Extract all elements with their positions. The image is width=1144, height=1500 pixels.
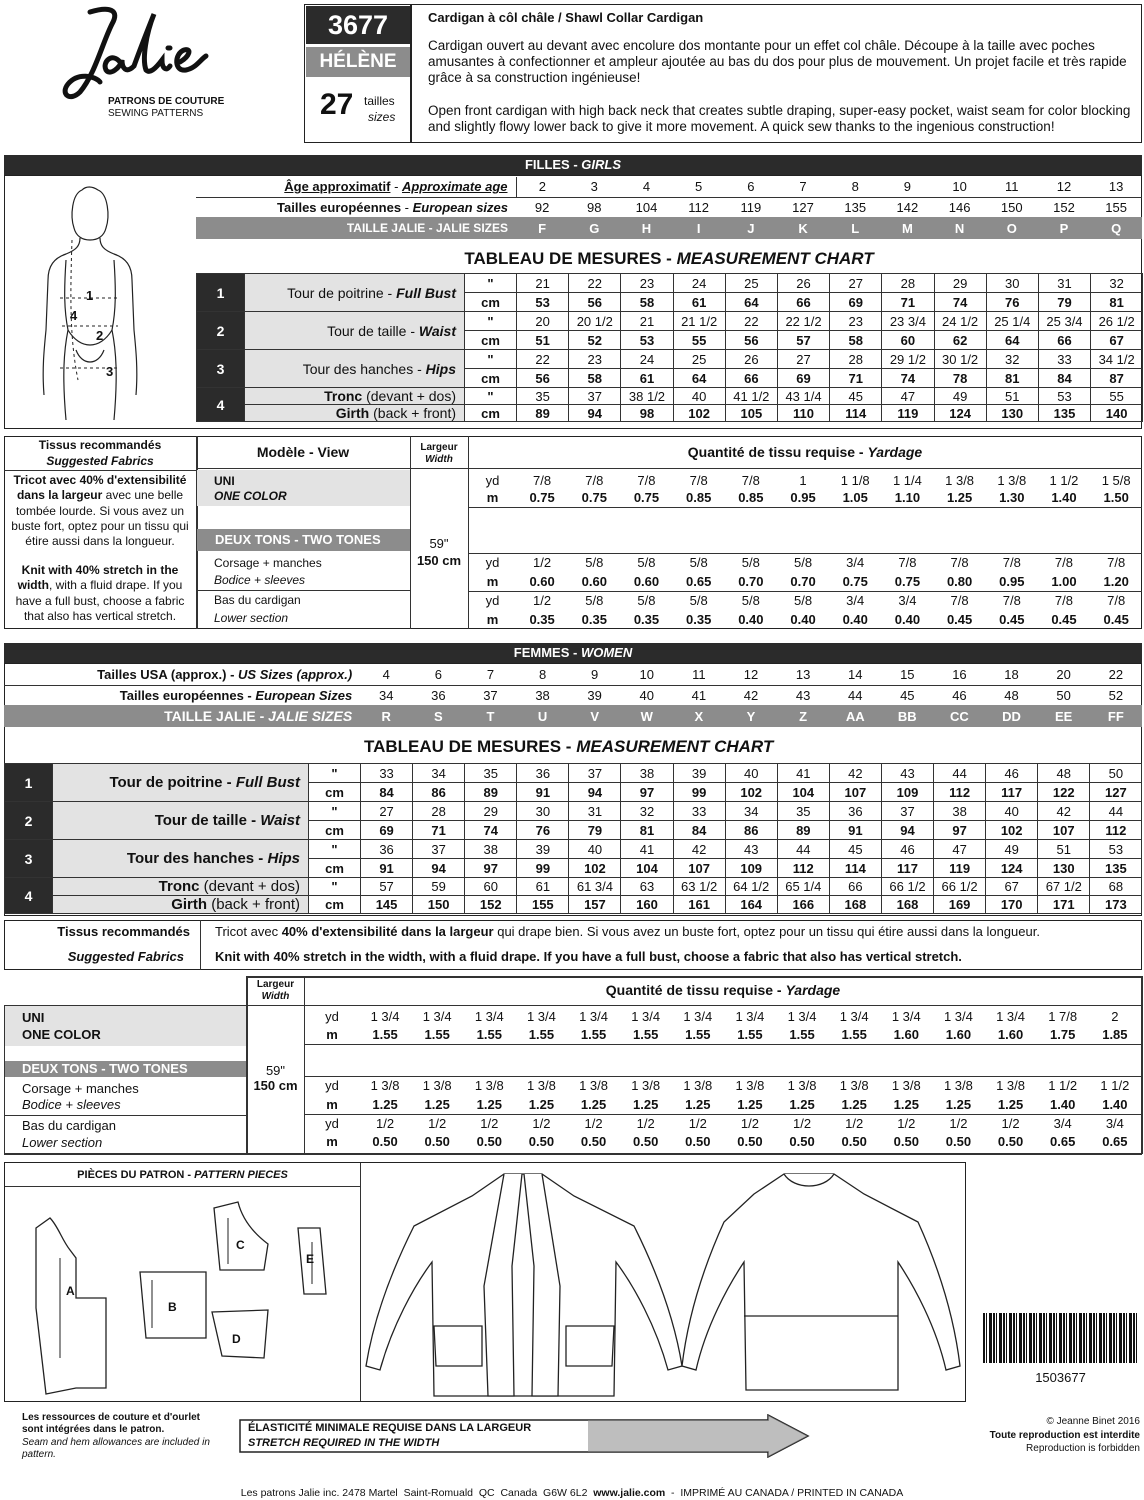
barcode-number: 1503677 [1035,1370,1086,1385]
women-note-fr: Tricot avec 40% d'extensibilité dans la largeur qui drape bien. Si vous avez un buste fort, optez pour un tissu qui étire aussi dans la longueur. [215,924,1040,939]
girls-suggested-fr: Tissus recommandés [38,438,162,452]
reproduction-en: Reproduction is forbidden [1026,1443,1140,1454]
girls-fabric-note-fr: Tricot avec 40% d'extensibilité dans la largeur avec une belle tombée lourde. Si vous avez un buste fort, optez pour un tissu qui étire aussi dans la longueur. [11,473,189,549]
girls-suggested-en: Suggested Fabrics [46,454,154,468]
description-fr: Cardigan ouvert au devant avec encolure dos montante pour un effet col châle. Découpe à la taille avec poches amusantes à confectionner et ampleur ajoutée au bas du dos pour plus de mouvement. Un projet facile et très rapide grâce à sa construction ingénieuse! [428,38,1127,85]
girls-width-in: 59" [429,536,449,551]
women-header: FEMMES - WOMEN [4,643,1142,663]
girls-chart-title: TABLEAU DE MESURES - MEASUREMENT CHART [464,249,874,268]
girls-view-header: Modèle - View [256,444,350,460]
barcode-icon [983,1313,1138,1363]
pattern-title: Cardigan à côl châle / Shawl Collar Cardigan [428,10,704,25]
women-suggested-fr: Tissus recommandés [57,924,190,939]
women-lower-en: Lower section [22,1135,103,1150]
girls-two-tones-bar: DEUX TONS - TWO TONES [197,529,410,551]
women-yardage-right-line [1141,976,1143,1154]
girls-yardage-table: yd 7/8 7/8 7/8 7/8 7/8 1 1 1/8 1 1/4 1 3/8 1 3/8 1 1/2 1 5/8 m 0.75 0.75 0.75 0.85 0.85 0.95 1.05 1.10 1.25 1.30 1.40 1.50 yd 1/2 5/8 5/8 5/8 5/8 5/8 3/4 7/8 7/8 7/8 7/8 7/8 m 0.60 0.60 0.60 0.65 0.70 0.70 0.75 0.75 0.80 0.95 1.00 1.20 yd 1/2 5/8 5/8 5/8 5/8 5/8 3/4 3/4 7/8 7/8 7/8 7/8 m 0.35 0.35 0.35 0.35 0.40 0.40 0.40 0.40 0.45 0.45 0.45 0.45 [469,471,1142,629]
girls-lower-fr: Bas du cardigan [214,593,301,607]
girls-fabric-note-en: Knit with 40% stretch in the width, with a fluid drape. If you have a full bust, choose a fabric that also has vertical stretch. [15,563,185,623]
piece-label-a: A [66,1284,75,1298]
sizes-count: 27 [320,88,354,121]
women-yardage-header: Quantité de tissu requise - Yardage [605,982,841,998]
cardigan-illustration-icon [364,1166,964,1400]
copyright: © Jeanne Binet 2016 [1046,1416,1140,1427]
girls-width-cm: 150 cm [416,553,462,568]
girls-size-table [196,177,1142,239]
girls-width-fr: Largeur [420,442,458,453]
jalie-script-logo-icon [50,4,240,100]
pattern-number: 3677 [306,6,410,44]
women-yardage-bottom-line [4,1153,1142,1155]
girls-jalie-row: TAILLE JALIE - JALIE SIZES F G H I J K L M N O P Q [196,217,1142,239]
seam-note-en: Seam and hem allowances are included in pattern. [22,1437,210,1460]
piece-label-d: D [232,1332,241,1346]
sizes-fr: tailles [364,94,395,108]
piece-label-e: E [306,1252,315,1266]
sizes-en: sizes [368,110,396,124]
girls-bodice-fr: Corsage + manches [214,556,322,570]
women-suggested-divider [200,920,201,970]
stretch-required-fr: ÉLASTICITÉ MINIMALE REQUISE DANS LA LARGEUR [248,1422,532,1434]
women-lower-line [5,1115,246,1116]
women-measurement-table: 1 Tour de poitrine - Full Bust " 33 34 35 36 37 38 39 40 41 42 43 44 46 48 50 cm 84 86 89 91 94 97 99 102 104 107 109 112 117 122 127 2 Tour de taille - Waist " 27 28 29 30 31 32 33 34 35 36 37 38 40 42 44 cm 69 71 74 76 79 81 84 86 89 91 94 97 102 107 112 3 Tour des hanches - Hips " 36 37 38 39 40 41 42 43 44 45 46 47 49 51 53 cm 91 94 97 99 102 104 107 109 112 114 117 119 124 130 135 4 Tronc (devant + dos) " 57 59 60 61 61 3/4 63 63 1/2 64 1/2 65 1/4 66 66 1/2 66 1/2 67 67 1/2 68 Girth (back + front) cm 145 150 152 155 157 160 161 164 166 168 168 169 170 171 173 [4,763,1142,914]
women-uni-en: ONE COLOR [22,1027,101,1042]
figure-label-1: 1 [86,288,94,303]
women-yardage-table: yd 1 3/4 1 3/4 1 3/4 1 3/4 1 3/4 1 3/4 1 3/4 1 3/4 1 3/4 1 3/4 1 3/4 1 3/4 1 3/4 1 7/8 2 m 1.55 1.55 1.55 1.55 1.55 1.55 1.55 1.55 1.55 1.55 1.60 1.60 1.60 1.75 1.85 yd 1 3/8 1 3/8 1 3/8 1 3/8 1 3/8 1 3/8 1 3/8 1 3/8 1 3/8 1 3/8 1 3/8 1 3/8 1 3/8 1 1/2 1 1/2 m 1.25 1.25 1.25 1.25 1.25 1.25 1.25 1.25 1.25 1.25 1.25 1.25 1.25 1.40 1.40 yd 1/2 1/2 1/2 1/2 1/2 1/2 1/2 1/2 1/2 1/2 1/2 1/2 1/2 3/4 3/4 m 0.50 0.50 0.50 0.50 0.50 0.50 0.50 0.50 0.50 0.50 0.50 0.50 0.50 0.65 0.65 [305,1007,1141,1150]
women-yardage-top-line [246,976,1142,978]
girls-uni-en: ONE COLOR [214,489,287,503]
pattern-name: HÉLÈNE [306,47,410,77]
figure-label-3: 3 [106,364,114,379]
women-uni-fr: UNI [22,1010,45,1025]
stretch-arrow-icon [238,1414,810,1458]
girls-header: FILLES - GIRLS [4,155,1142,175]
girl-body-outline-icon [10,180,180,425]
figure-label-2: 2 [96,328,104,343]
piece-label-b: B [168,1300,177,1314]
jalie-logo [50,4,240,140]
girls-uni-fr: UNI [214,474,235,488]
girls-width-en: Width [425,454,453,465]
women-note-en: Knit with 40% stretch in the width, with a fluid drape. If you have a full bust, choose a fabric that also has vertical stretch. [215,949,962,964]
women-bodice-en: Bodice + sleeves [22,1097,121,1112]
pattern-pieces-header: PIÈCES DU PATRON - PATTERN PIECES [5,1163,361,1187]
women-two-tones-bar: DEUX TONS - TWO TONES [5,1061,246,1077]
header-divider [410,4,412,143]
girls-suggested-line [4,470,196,471]
pattern-pieces-divider [360,1163,361,1401]
girls-bodice-en: Bodice + sleeves [214,573,306,587]
girls-yardage-header: Quantité de tissu requise - Yardage [687,444,923,460]
figure-label-4: 4 [70,308,78,323]
piece-label-c: C [236,1238,245,1252]
girls-age-row: Âge approximatif - Approximate age 2 3 4 5 6 7 8 9 10 11 12 13 [196,177,1142,197]
women-lower-fr: Bas du cardigan [22,1118,116,1133]
girls-lower-en: Lower section [214,611,289,625]
girls-measurement-table: 1 Tour de poitrine - Full Bust " 21 22 23 24 25 26 27 28 29 30 31 32 cm 53 56 58 61 64 66 69 71 74 76 79 81 2 Tour de taille - Waist " 20 20 1/2 21 21 1/2 22 22 1/2 23 23 3/4 24 1/2 25 1/4 25 3/4 26 1/2 cm 51 52 53 55 56 57 58 60 62 64 66 67 3 Tour des hanches - Hips " 22 23 24 25 26 27 28 29 1/2 30 1/2 32 33 34 1/2 cm 56 58 61 64 66 69 71 74 78 81 84 87 4 Tronc (devant + dos) " 35 37 38 1/2 40 41 1/2 43 1/4 45 47 49 51 53 55 Girth (back + front) cm 89 94 98 102 105 110 114 119 124 130 135 140 [196,273,1143,422]
website-link[interactable]: www.jalie.com [593,1487,666,1499]
women-suggested-en: Suggested Fabrics [67,949,184,964]
logo-tag-en: SEWING PATTERNS [108,108,204,119]
women-width-in: 59" [265,1063,286,1078]
women-size-table: Tailles USA (approx.) - US Sizes (approx.) 4 6 7 8 9 10 11 12 13 14 15 16 18 20 22 Tailles européennes - European Sizes 34 36 37 38 39 40 41 42 43 44 45 46 48 50 52 TAILLE JALIE - JALIE SIZES R S T U V W X Y Z AA BB CC DD EE FF [4,665,1142,727]
women-bodice-fr: Corsage + manches [22,1081,139,1096]
seam-note-fr: Les ressources de couture et d'ourlet sont intégrées dans le patron. [22,1412,200,1435]
logo-tag-fr: PATRONS DE COUTURE [108,96,225,107]
women-chart-title: TABLEAU DE MESURES - MEASUREMENT CHART [364,737,774,756]
stretch-required-en: STRETCH REQUIRED IN THE WIDTH [248,1437,440,1449]
footer-address: Les patrons Jalie inc. 2478 Martel Saint-Romuald QC Canada G6W 6L2 www.jalie.com - IMPRIMÉ AU CANADA / PRINTED IN CANADA [240,1487,904,1499]
girl-figure-illustration [10,180,180,425]
women-width-fr: Largeur [256,979,295,990]
girls-lower-line [197,590,410,591]
girls-fabric-header-line [196,468,1142,469]
women-width-en: Width [261,991,290,1002]
description-en: Open front cardigan with high back neck that creates subtle draping, super-easy pocket, waist seam for color blocking and slightly flowy lower back to give it more movement. A quick sew thanks to the ingenious construction! [428,103,1131,134]
women-width-cm: 150 cm [253,1078,298,1093]
pattern-pieces-icon [6,1188,358,1400]
girls-eu-row: Tailles européennes - European sizes 92 98 104 112 119 127 135 142 146 150 152 155 [196,197,1142,217]
reproduction-fr: Toute reproduction est interdite [989,1430,1140,1441]
